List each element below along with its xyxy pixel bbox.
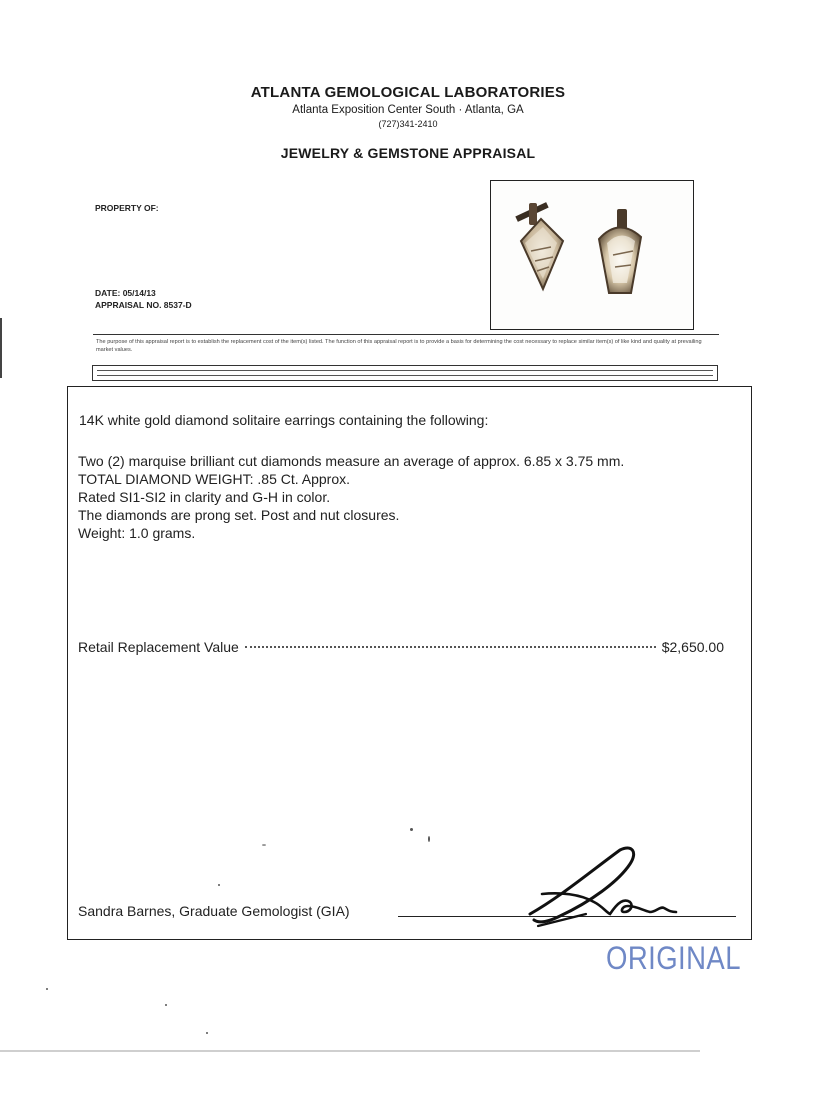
scan-speck xyxy=(262,844,266,846)
decorative-frame-bar xyxy=(92,365,718,381)
description-line: Weight: 1.0 grams. xyxy=(78,525,196,541)
description-line: Rated SI1-SI2 in clarity and G-H in color. xyxy=(78,489,331,505)
scan-edge-mark xyxy=(0,318,2,378)
appraisal-number: APPRAISAL NO. 8537-D xyxy=(95,300,192,310)
scan-speck xyxy=(410,828,413,831)
document-title: JEWELRY & GEMSTONE APPRAISAL xyxy=(280,145,536,161)
retail-value-label: Retail Replacement Value xyxy=(78,639,239,655)
signer-name: Sandra Barnes, Graduate Gemologist (GIA) xyxy=(78,903,350,919)
diamond-earrings-photo-icon xyxy=(491,181,693,329)
dot-leader xyxy=(245,646,656,648)
retail-value-row xyxy=(78,639,724,655)
scan-speck xyxy=(46,988,48,990)
retail-value-amount: $2,650.00 xyxy=(661,639,724,655)
original-stamp: ORIGINAL xyxy=(606,940,741,976)
property-of-label: PROPERTY OF: xyxy=(95,203,159,213)
company-address: Atlanta Exposition Center South · Atlanta, GA xyxy=(292,104,524,116)
scan-speck xyxy=(218,884,220,886)
company-name: ATLANTA GEMOLOGICAL LABORATORIES xyxy=(250,84,566,101)
scan-speck xyxy=(206,1032,208,1034)
scan-speck xyxy=(165,1004,167,1006)
description-line: The diamonds are prong set. Post and nut closures. xyxy=(78,507,400,523)
description-line: Two (2) marquise brilliant cut diamonds measure an average of approx. 6.85 x 3.75 mm. xyxy=(78,453,625,469)
scan-bottom-edge xyxy=(0,1050,700,1052)
purpose-statement: The purpose of this appraisal report is to establish the replacement cost of the item(s) listed. The function of this appraisal report is to provide a basis for determining the cost necessary to replace similar item(s) of like kind and quality at prevailing market values. xyxy=(96,339,702,353)
earrings-photo xyxy=(490,180,694,330)
scan-speck xyxy=(428,836,430,842)
item-description-heading: 14K white gold diamond solitaire earrings containing the following: xyxy=(79,412,489,428)
appraisal-date: DATE: 05/14/13 xyxy=(95,288,156,298)
company-phone: (727)341-2410 xyxy=(378,119,438,129)
item-description-list xyxy=(78,452,624,542)
header-rule xyxy=(93,334,719,335)
description-line: TOTAL DIAMOND WEIGHT: .85 Ct. Approx. xyxy=(78,471,351,487)
handwritten-signature-icon xyxy=(520,842,680,932)
